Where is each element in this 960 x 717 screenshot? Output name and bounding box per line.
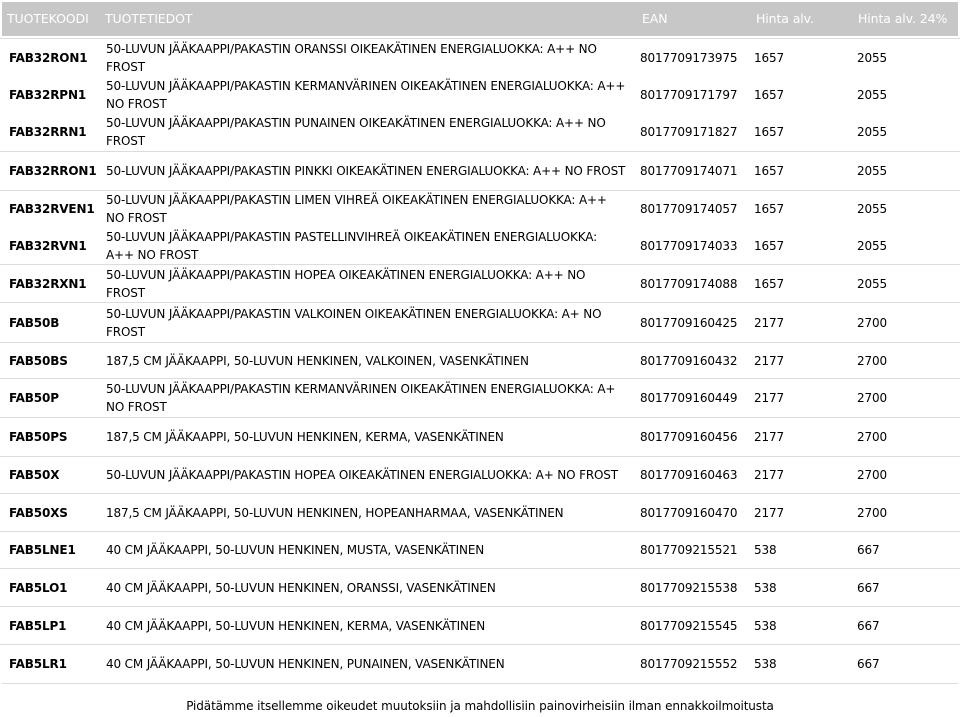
product-ean: 8017709215545 — [640, 618, 738, 633]
product-price-net: 2177 — [754, 505, 784, 520]
header-price-net: Hinta alv. — [756, 11, 814, 26]
table-row — [0, 151, 960, 190]
product-price-vat: 2700 — [857, 391, 887, 405]
product-ean: 8017709174033 — [640, 238, 738, 253]
product-ean: 8017709160425 — [640, 315, 738, 330]
product-price-vat: 2055 — [857, 125, 887, 139]
table-row — [0, 190, 960, 227]
product-price-net: 538 — [754, 618, 777, 633]
product-description: 50-LUVUN JÄÄKAAPPI/PAKASTIN PUNAINEN OIKEAKÄTINEN ENERGIALUOKKA: A++ NO FROST — [106, 116, 606, 148]
product-price-vat: 2055 — [857, 87, 887, 102]
product-description: 40 CM JÄÄKAAPPI, 50-LUVUN HENKINEN, KERMA, VASENKÄTINEN — [106, 618, 486, 633]
product-code: FAB32RVN1 — [9, 238, 87, 253]
product-ean: 8017709215552 — [640, 656, 738, 671]
product-price-vat: 2055 — [857, 276, 887, 291]
header-description: TUOTETIEDOT — [105, 11, 193, 26]
product-price-vat: 2055 — [857, 50, 887, 65]
product-price-net: 1657 — [754, 125, 784, 139]
table-row — [0, 378, 960, 417]
header-code: TUOTEKOODI — [7, 11, 89, 26]
product-price-vat: 667 — [857, 656, 880, 671]
product-ean: 8017709160470 — [640, 505, 738, 520]
product-price-net: 538 — [754, 656, 777, 671]
product-ean: 8017709215538 — [640, 580, 738, 595]
product-description: 50-LUVUN JÄÄKAAPPI/PAKASTIN PINKKI OIKEAKÄTINEN ENERGIALUOKKA: A++ NO FROST — [106, 164, 626, 178]
product-code: FAB50PS — [9, 430, 68, 444]
product-price-vat: 667 — [857, 580, 880, 595]
product-price-net: 2177 — [754, 391, 784, 405]
product-description: 50-LUVUN JÄÄKAAPPI/PAKASTIN HOPEA OIKEAKÄTINEN ENERGIALUOKKA: A++ NO FROST — [106, 267, 586, 300]
product-price-net: 1657 — [754, 87, 784, 102]
product-code: FAB50B — [9, 315, 60, 330]
product-price-vat: 2700 — [857, 315, 887, 330]
product-code: FAB50BS — [9, 353, 68, 368]
product-code: FAB5LP1 — [9, 618, 67, 633]
table-row — [0, 342, 960, 378]
product-ean: 8017709174057 — [640, 202, 738, 216]
product-code: FAB50XS — [9, 505, 68, 520]
product-ean: 8017709174088 — [640, 276, 738, 291]
product-code: FAB50P — [9, 391, 59, 405]
product-description: 50-LUVUN JÄÄKAAPPI/PAKASTIN KERMANVÄRINEN OIKEAKÄTINEN ENERGIALUOKKA: A+ NO FROST — [106, 382, 616, 414]
product-code: FAB32RPN1 — [9, 87, 87, 102]
product-price-net: 1657 — [754, 202, 784, 216]
table-bottom-divider — [2, 683, 958, 684]
table-row — [0, 38, 960, 76]
product-price-vat: 2700 — [857, 430, 887, 444]
table-row — [0, 302, 960, 342]
table-row — [0, 417, 960, 456]
product-code: FAB32RVEN1 — [9, 202, 95, 216]
product-ean: 8017709160432 — [640, 353, 738, 368]
table-body — [0, 38, 960, 682]
product-ean: 8017709173975 — [640, 50, 738, 65]
product-code: FAB5LNE1 — [9, 543, 76, 557]
product-price-vat: 667 — [857, 543, 880, 557]
product-description: 50-LUVUN JÄÄKAAPPI/PAKASTIN HOPEA OIKEAKÄTINEN ENERGIALUOKKA: A+ NO FROST — [106, 468, 618, 482]
product-description: 50-LUVUN JÄÄKAAPPI/PAKASTIN ORANSSI OIKEAKÄTINEN ENERGIALUOKKA: A++ NO FROST — [106, 41, 597, 74]
product-price-net: 2177 — [754, 468, 784, 482]
product-price-net: 2177 — [754, 315, 784, 330]
product-price-vat: 2700 — [857, 505, 887, 520]
product-price-vat: 2700 — [857, 353, 887, 368]
product-description: 50-LUVUN JÄÄKAAPPI/PAKASTIN LIMEN VIHREÄ OIKEAKÄTINEN ENERGIALUOKKA: A++ NO FROST — [106, 193, 607, 225]
product-code: FAB5LO1 — [9, 580, 68, 595]
product-price-net: 2177 — [754, 353, 784, 368]
product-price-net: 1657 — [754, 276, 784, 291]
table-header — [2, 2, 958, 36]
product-description: 187,5 CM JÄÄKAAPPI, 50-LUVUN HENKINEN, VALKOINEN, VASENKÄTINEN — [106, 353, 529, 368]
product-description: 50-LUVUN JÄÄKAAPPI/PAKASTIN KERMANVÄRINEN OIKEAKÄTINEN ENERGIALUOKKA: A++ NO FROST — [106, 78, 626, 111]
product-ean: 8017709160456 — [640, 430, 738, 444]
product-code: FAB32RRN1 — [9, 125, 87, 139]
product-code: FAB50X — [9, 468, 60, 482]
table-row — [0, 456, 960, 493]
product-description: 50-LUVUN JÄÄKAAPPI/PAKASTIN VALKOINEN OIKEAKÄTINEN ENERGIALUOKKA: A+ NO FROST — [106, 306, 602, 339]
product-ean: 8017709215521 — [640, 543, 738, 557]
table-row — [0, 531, 960, 568]
product-description: 40 CM JÄÄKAAPPI, 50-LUVUN HENKINEN, MUSTA, VASENKÄTINEN — [106, 543, 485, 557]
product-price-net: 1657 — [754, 50, 784, 65]
product-ean: 8017709160449 — [640, 391, 738, 405]
table-row — [0, 264, 960, 302]
product-code: FAB5LR1 — [9, 656, 67, 671]
table-row — [0, 76, 960, 113]
product-price-net: 538 — [754, 543, 777, 557]
product-price-vat: 2055 — [857, 238, 887, 253]
product-description: 187,5 CM JÄÄKAAPPI, 50-LUVUN HENKINEN, HOPEANHARMAA, VASENKÄTINEN — [106, 505, 564, 520]
header-ean: EAN — [642, 11, 668, 26]
table-row — [0, 568, 960, 606]
product-description: 187,5 CM JÄÄKAAPPI, 50-LUVUN HENKINEN, KERMA, VASENKÄTINEN — [106, 430, 504, 444]
product-price-net: 538 — [754, 580, 777, 595]
footer-disclaimer: Pidätämme itsellemme oikeudet muutoksiin ja mahdollisiin painovirheisiin ilman ennakkoilmoitusta — [186, 699, 774, 713]
product-price-net: 1657 — [754, 238, 784, 253]
table-row — [0, 113, 960, 151]
table-row — [0, 606, 960, 644]
header-price-vat: Hinta alv. 24% — [858, 11, 948, 26]
table-row — [0, 227, 960, 264]
product-ean: 8017709160463 — [640, 468, 738, 482]
product-price-vat: 667 — [857, 618, 880, 633]
product-ean: 8017709174071 — [640, 164, 738, 178]
product-description: 50-LUVUN JÄÄKAAPPI/PAKASTIN PASTELLINVIHREÄ OIKEAKÄTINEN ENERGIALUOKKA: A++ NO FROST — [106, 229, 597, 262]
product-code: FAB32RRON1 — [9, 164, 97, 178]
product-price-net: 2177 — [754, 430, 784, 444]
product-description: 40 CM JÄÄKAAPPI, 50-LUVUN HENKINEN, ORANSSI, VASENKÄTINEN — [106, 580, 496, 595]
product-price-vat: 2055 — [857, 164, 887, 178]
table-row — [0, 644, 960, 682]
product-ean: 8017709171797 — [640, 87, 738, 102]
product-code: FAB32RON1 — [9, 50, 88, 65]
product-price-net: 1657 — [754, 164, 784, 178]
product-code: FAB32RXN1 — [9, 276, 87, 291]
product-ean: 8017709171827 — [640, 125, 738, 139]
product-description: 40 CM JÄÄKAAPPI, 50-LUVUN HENKINEN, PUNAINEN, VASENKÄTINEN — [106, 656, 505, 671]
product-price-vat: 2055 — [857, 202, 887, 216]
table-row — [0, 493, 960, 531]
product-price-vat: 2700 — [857, 468, 887, 482]
